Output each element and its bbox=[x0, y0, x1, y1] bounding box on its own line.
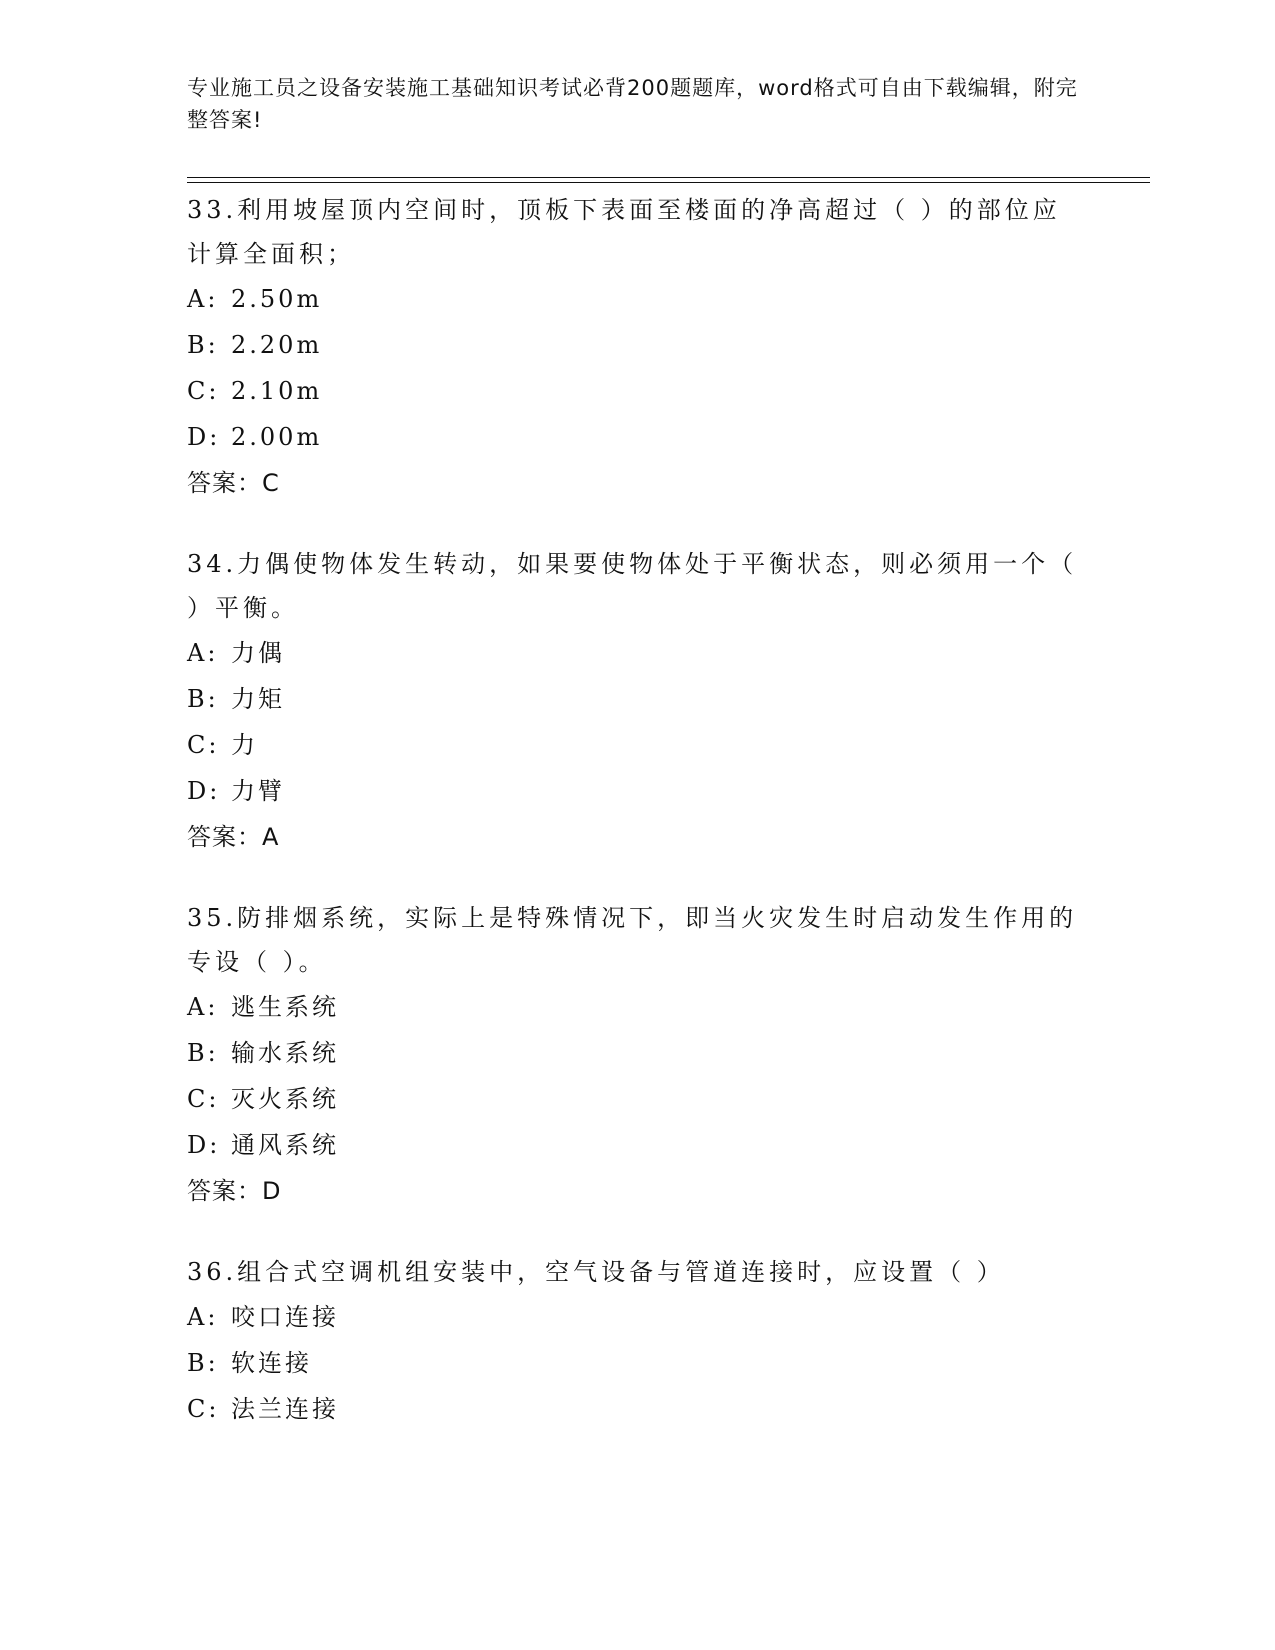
option-a bbox=[187, 984, 1087, 1030]
option-text: 逃生系统 bbox=[231, 993, 339, 1021]
question-stem: 36.组合式空调机组安装中，空气设备与管道连接时，应设置（ ） bbox=[187, 1258, 1005, 1286]
option-key: D: bbox=[187, 1131, 221, 1159]
option-key: A: bbox=[187, 285, 219, 313]
option-key: C: bbox=[187, 731, 220, 759]
option-d bbox=[187, 1122, 1087, 1168]
answer: 答案：D bbox=[187, 1177, 282, 1205]
option-text: 软连接 bbox=[231, 1349, 312, 1377]
option-b bbox=[187, 676, 1087, 722]
header-divider-bottom bbox=[187, 182, 1150, 183]
option-d bbox=[187, 414, 1087, 460]
question-stem: 35.防排烟系统，实际上是特殊情况下，即当火灾发生时启动发生作用的专设（ ）。 bbox=[187, 904, 1078, 976]
answer: 答案：A bbox=[187, 823, 280, 851]
option-text: 输水系统 bbox=[231, 1039, 339, 1067]
option-d bbox=[187, 768, 1087, 814]
option-a bbox=[187, 276, 1087, 322]
option-text: 2.00m bbox=[231, 423, 323, 451]
answer: 答案：C bbox=[187, 469, 280, 497]
option-c bbox=[187, 722, 1087, 768]
question-stem: 34.力偶使物体发生转动，如果要使物体处于平衡状态，则必须用一个（ ）平衡。 bbox=[187, 550, 1078, 622]
option-b bbox=[187, 1340, 1087, 1386]
option-key: B: bbox=[187, 685, 219, 713]
option-key: A: bbox=[187, 639, 219, 667]
option-c bbox=[187, 1076, 1087, 1122]
option-text: 力矩 bbox=[231, 685, 285, 713]
question-34 bbox=[187, 542, 1087, 860]
option-key: D: bbox=[187, 423, 221, 451]
option-a bbox=[187, 630, 1087, 676]
option-text: 咬口连接 bbox=[231, 1303, 339, 1331]
document-header: 专业施工员之设备安装施工基础知识考试必背200题题库，word格式可自由下载编辑，附完整答案! bbox=[187, 76, 1078, 132]
option-b bbox=[187, 322, 1087, 368]
option-a bbox=[187, 1294, 1087, 1340]
question-33 bbox=[187, 188, 1087, 506]
option-text: 力臂 bbox=[231, 777, 285, 805]
option-text: 力 bbox=[231, 731, 258, 759]
option-c bbox=[187, 368, 1087, 414]
option-text: 2.20m bbox=[231, 331, 323, 359]
option-key: A: bbox=[187, 993, 219, 1021]
question-35 bbox=[187, 896, 1087, 1214]
question-stem: 33.利用坡屋顶内空间时，顶板下表面至楼面的净高超过（ ）的部位应计算全面积； bbox=[187, 196, 1061, 268]
option-b bbox=[187, 1030, 1087, 1076]
option-key: A: bbox=[187, 1303, 219, 1331]
question-36 bbox=[187, 1250, 1087, 1432]
option-c bbox=[187, 1386, 1087, 1432]
option-key: B: bbox=[187, 1349, 219, 1377]
question-list bbox=[187, 188, 1087, 1468]
option-key: B: bbox=[187, 331, 219, 359]
option-text: 法兰连接 bbox=[231, 1395, 339, 1423]
option-text: 力偶 bbox=[231, 639, 285, 667]
option-key: C: bbox=[187, 1395, 220, 1423]
header-divider-top bbox=[187, 177, 1150, 178]
option-text: 2.10m bbox=[231, 377, 323, 405]
option-text: 2.50m bbox=[231, 285, 323, 313]
option-key: C: bbox=[187, 1085, 220, 1113]
option-text: 通风系统 bbox=[231, 1131, 339, 1159]
option-key: D: bbox=[187, 777, 221, 805]
option-key: B: bbox=[187, 1039, 219, 1067]
option-key: C: bbox=[187, 377, 220, 405]
option-text: 灭火系统 bbox=[231, 1085, 339, 1113]
